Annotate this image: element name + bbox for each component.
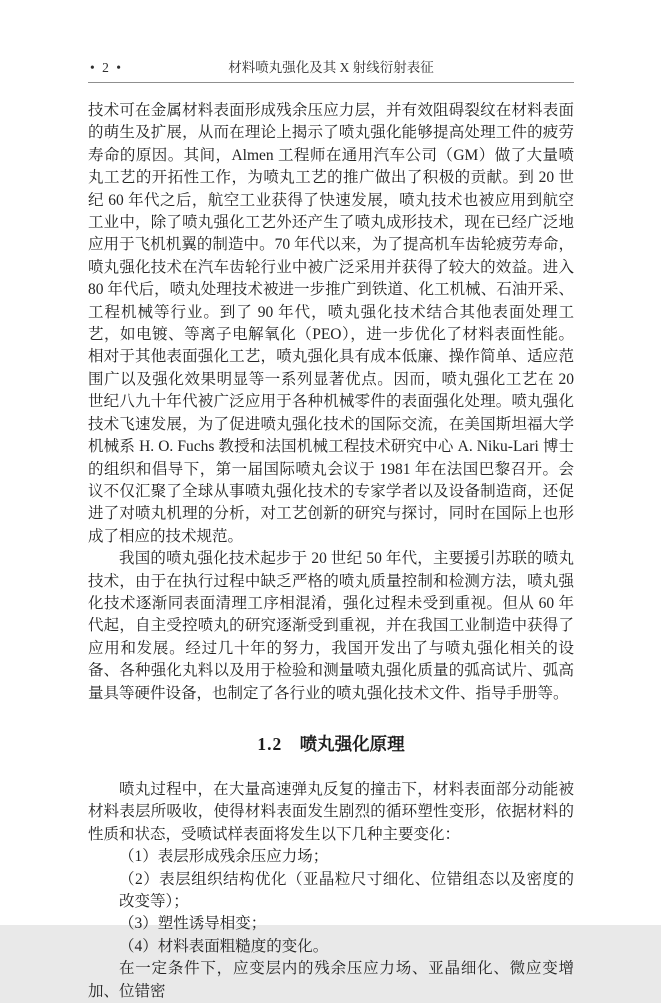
list-item-1: （1）表层形成残余压应力场； — [119, 848, 329, 866]
section-title: 喷丸强化原理 — [299, 733, 405, 754]
paragraph-china-development: 我国的喷丸强化技术起步于 20 世纪 50 年代，主要援引苏联的喷丸技术，由于在执行过程中缺乏严格的喷丸质量控制和检测方法，喷丸强化技术逐渐同表面清理工序相混淆，强化过程未受到重视。但从 60 年代起，自主受控喷丸的研究逐渐受到重视，并在我国工业制造中获得了应用和发展。经过几十年的努力，我国开发出了与喷丸强化相关的设备、各种强化丸料以及用于检验和测量喷丸强化质量的弧高试片、弧高量具等硬件设备，也制定了各行业的喷丸强化技术文件、指导手册等。 — [88, 550, 574, 702]
page-number: • 2 • — [90, 60, 123, 75]
list-item-3: （3）塑性诱导相变； — [119, 915, 267, 933]
list-item-4: （4）材料表面粗糙度的变化。 — [119, 937, 329, 955]
paragraph-conditions: 在一定条件下，应变层内的残余压应力场、亚晶细化、微应变增加、位错密 — [88, 960, 574, 1000]
section-heading — [88, 732, 574, 756]
list-item-2: （2）表层组织结构优化（亚晶粒尺寸细化、位错组态以及密度的改变等）； — [119, 870, 574, 910]
page-body — [88, 100, 574, 1003]
running-header — [88, 58, 574, 83]
section-number: 1.2 — [257, 733, 283, 754]
paragraph-history-continuation: 技术可在金属材料表面形成残余压应力层，并有效阻碍裂纹在材料表面的萌生及扩展，从而在理论上揭示了喷丸强化能够提高处理工件的疲劳寿命的原因。其间，Almen 工程师在通用汽车公司（GM）做了大量喷丸工艺的开拓性工作，为喷丸工艺的推广做出了积极的贡献。到 20 世纪 60 年代之后，航空工业获得了快速发展，喷丸技术也被应用到航空工业中，除了喷丸强化工艺外还产生了喷丸成形技术，现在已经广泛地应用于飞机机翼的制造中。70 年代以来，为了提高机车齿轮疲劳寿命，喷丸强化技术在汽车齿轮行业中被广泛采用并获得了较大的效益。进入 80 年代后，喷丸处理技术被进一步推广到铁道、化工机械、石油开采、工程机械等行业。到了 90 年代，喷丸强化技术结合其他表面处理工艺，如电镀、等离子电解氧化（PEO），进一步优化了材料表面性能。相对于其他表面强化工艺，喷丸强化具有成本低廉、操作简单、适应范围广以及强化效果明显等一系列显著优点。因而，喷丸强化工艺在 20 世纪八九十年代被广泛应用于各种机械零件的表面强化处理。喷丸强化技术飞速发展，为了促进喷丸强化技术的国际交流，在美国斯坦福大学机械系 H. O. Fuchs 教授和法国机械工程技术研究中心 A. Niku-Lari 博士的组织和倡导下，第一届国际喷丸会议于 1981 年在法国巴黎召开。会议不仅汇聚了全球从事喷丸强化技术的专家学者以及设备制造商，还促进了对喷丸机理的分析，对工艺创新的研究与探讨，同时在国际上也形成了相应的技术规范。 — [88, 102, 574, 545]
running-title: 材料喷丸强化及其 X 射线衍射表征 — [228, 60, 434, 75]
paragraph-principle-intro: 喷丸过程中，在大量高速弹丸反复的撞击下，材料表面部分动能被材料表层所吸收，使得材料表面发生剧烈的循环塑性变形，依据材料的性质和状态，受喷试样表面将发生以下几种主要变化： — [88, 780, 574, 843]
